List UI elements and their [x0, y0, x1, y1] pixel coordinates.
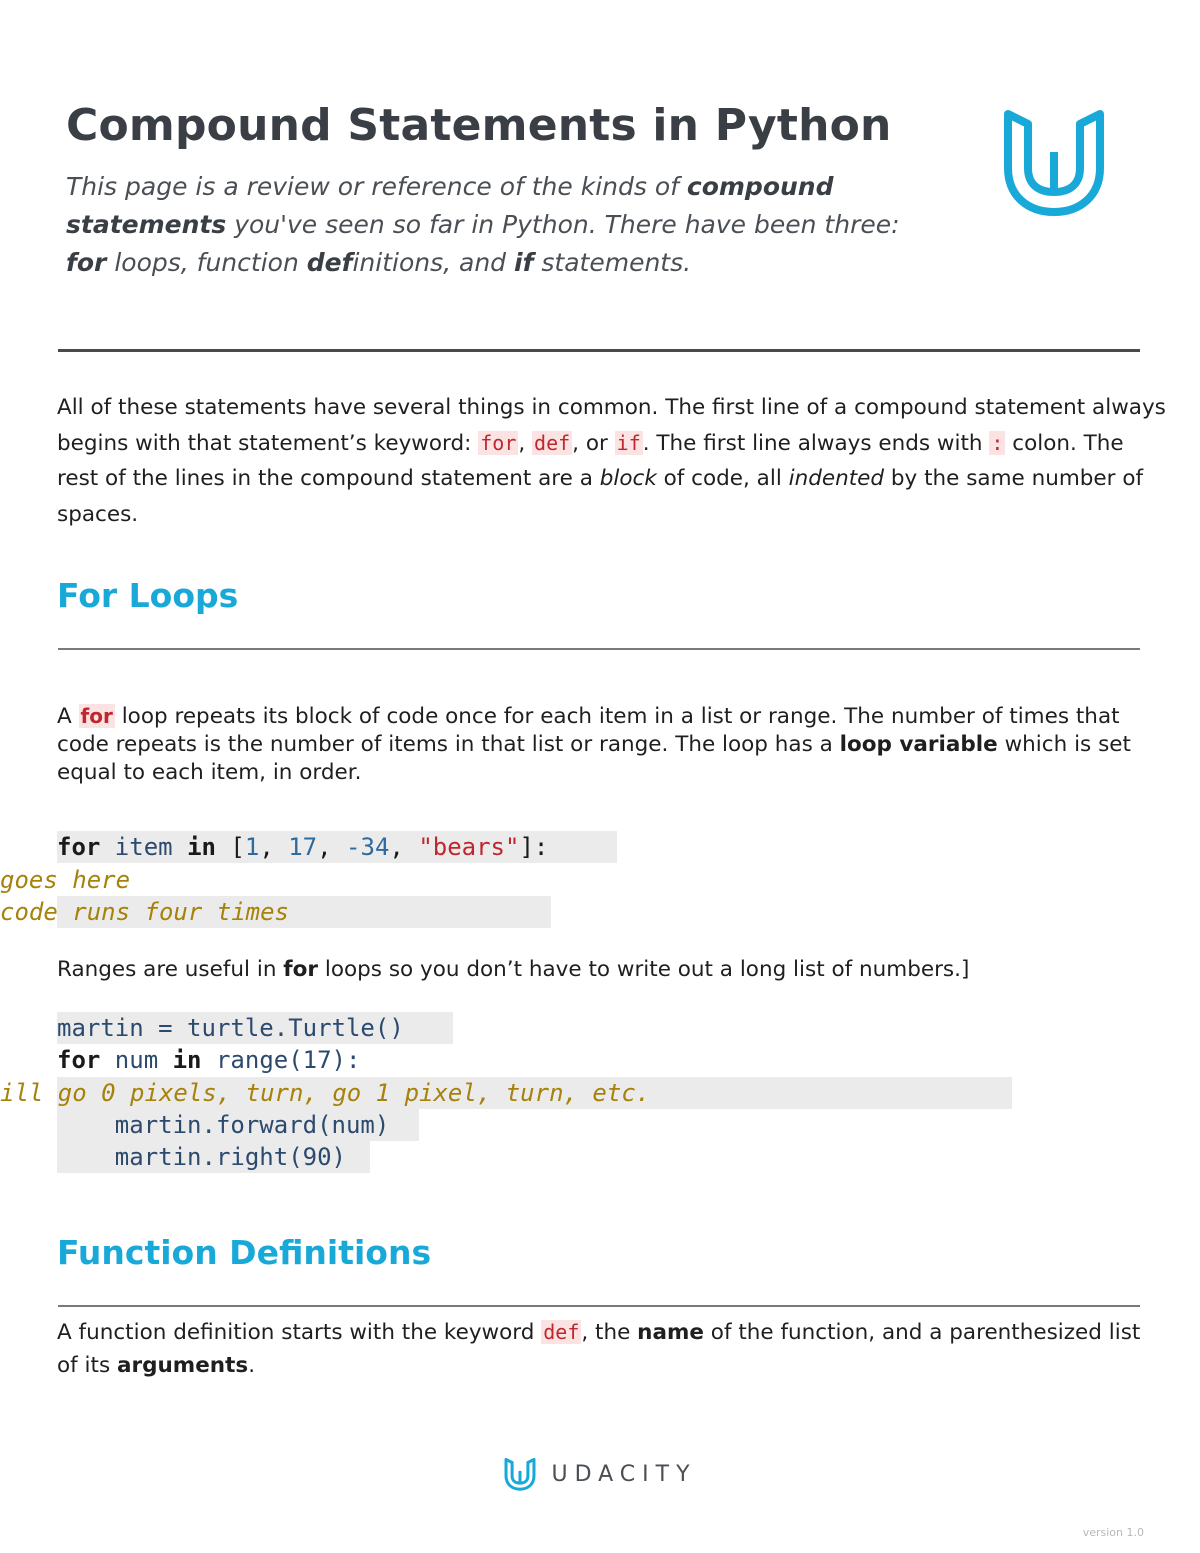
section-divider	[58, 1305, 1140, 1307]
subtitle-text: initions, and	[352, 248, 514, 277]
paragraph-text: loops so you don’t have to write out a long list of numbers.]	[318, 957, 970, 982]
for-loop-paragraph	[57, 702, 1167, 787]
subtitle-bold: def	[306, 248, 353, 277]
keyword-for: for	[480, 430, 517, 455]
intro-paragraph	[57, 390, 1167, 532]
section-heading-for-loops: For Loops	[57, 576, 239, 615]
subtitle-bold: if	[514, 248, 534, 277]
subtitle-bold: compound	[686, 172, 834, 201]
subtitle-bold: for	[66, 248, 107, 277]
paragraph-text: , the	[581, 1320, 638, 1345]
intro-text: colon. The rest of the lines in the compound statement are a	[57, 430, 1124, 491]
code-comment: ill go 0 pixels, turn, go 1 pixel, turn, etc.	[0, 1077, 1012, 1109]
paragraph-text: Ranges are useful in	[57, 957, 284, 982]
code-identifier: item	[100, 833, 188, 861]
subtitle-bold: statements	[66, 210, 227, 239]
code-number: 1	[244, 833, 260, 861]
keyword-def: def	[534, 430, 571, 455]
subtitle-text: This page is a review or reference of the kinds of	[66, 172, 687, 201]
code-line	[57, 1044, 360, 1076]
footer-brand-text: UDACITY	[551, 1461, 697, 1487]
subtitle-text: loops, function	[106, 248, 307, 277]
keyword-def: def	[543, 1320, 580, 1344]
page-subtitle	[66, 168, 936, 282]
function-def-paragraph	[57, 1316, 1157, 1382]
intro-text: ,	[518, 430, 533, 456]
code-punct: ,	[317, 833, 347, 861]
paragraph-text: A	[57, 704, 79, 729]
intro-text: , or	[572, 430, 615, 456]
code-identifier: range(17):	[201, 1046, 361, 1074]
section-divider	[58, 648, 1140, 650]
subtitle-text: you've seen so far in Python. There have been three:	[226, 210, 900, 239]
code-punct: [	[215, 833, 245, 861]
paragraph-bold: name	[637, 1320, 704, 1345]
keyword-colon: :	[991, 430, 1004, 455]
code-string: "bears"	[418, 833, 520, 861]
code-number: -34	[346, 833, 390, 861]
intro-text: All of these statements have several things in common. The first line of a compound statement always begins with that statement’s keyword:	[57, 395, 1166, 456]
code-keyword: in	[172, 1046, 202, 1074]
paragraph-text: loop repeats its block of code once for each item in a list or range. The number of times that code repeats is the number of items in that list or range. The loop has a	[57, 704, 1120, 757]
paragraph-text: A function definition starts with the keyword	[57, 1320, 542, 1345]
keyword-for: for	[80, 704, 113, 728]
code-line: martin.right(90)	[57, 1141, 370, 1173]
udacity-logo-icon	[998, 106, 1110, 218]
code-keyword: in	[187, 833, 216, 861]
intro-text: of code, all	[656, 466, 789, 491]
code-line	[57, 831, 617, 863]
paragraph-bold: arguments	[117, 1353, 249, 1378]
code-number: 17	[288, 833, 318, 861]
footer-brand	[0, 1454, 1200, 1494]
paragraph-bold: for	[283, 957, 319, 982]
version-label: version 1.0	[1082, 1526, 1144, 1539]
code-keyword: for	[57, 1046, 101, 1074]
ranges-paragraph	[57, 953, 1167, 987]
subtitle-text: statements.	[533, 248, 692, 277]
code-punct: ]:	[519, 833, 549, 861]
code-identifier: num	[100, 1046, 173, 1074]
code-comment: goes here	[0, 866, 131, 894]
keyword-if: if	[616, 430, 641, 455]
intro-italic: block	[599, 466, 657, 491]
code-punct: ,	[259, 833, 289, 861]
intro-text: by the same number of spaces.	[57, 466, 1144, 527]
intro-text: . The first line always ends with	[642, 430, 990, 456]
section-heading-function-definitions: Function Definitions	[57, 1233, 432, 1272]
code-line: martin.forward(num)	[57, 1109, 419, 1141]
code-comment: code runs four times	[0, 896, 551, 928]
paragraph-text: .	[248, 1353, 256, 1378]
udacity-small-logo-icon	[503, 1457, 537, 1491]
paragraph-text: of the function, and a parenthesized list of its	[57, 1320, 1141, 1378]
code-punct: ,	[389, 833, 419, 861]
paragraph-text: which is set equal to each item, in order.	[57, 732, 1131, 785]
intro-italic: indented	[788, 466, 885, 491]
page-title: Compound Statements in Python	[66, 100, 892, 151]
paragraph-bold: loop variable	[839, 732, 998, 757]
code-keyword: for	[57, 833, 101, 861]
code-line: martin = turtle.Turtle()	[57, 1012, 453, 1044]
header-divider	[58, 349, 1140, 352]
